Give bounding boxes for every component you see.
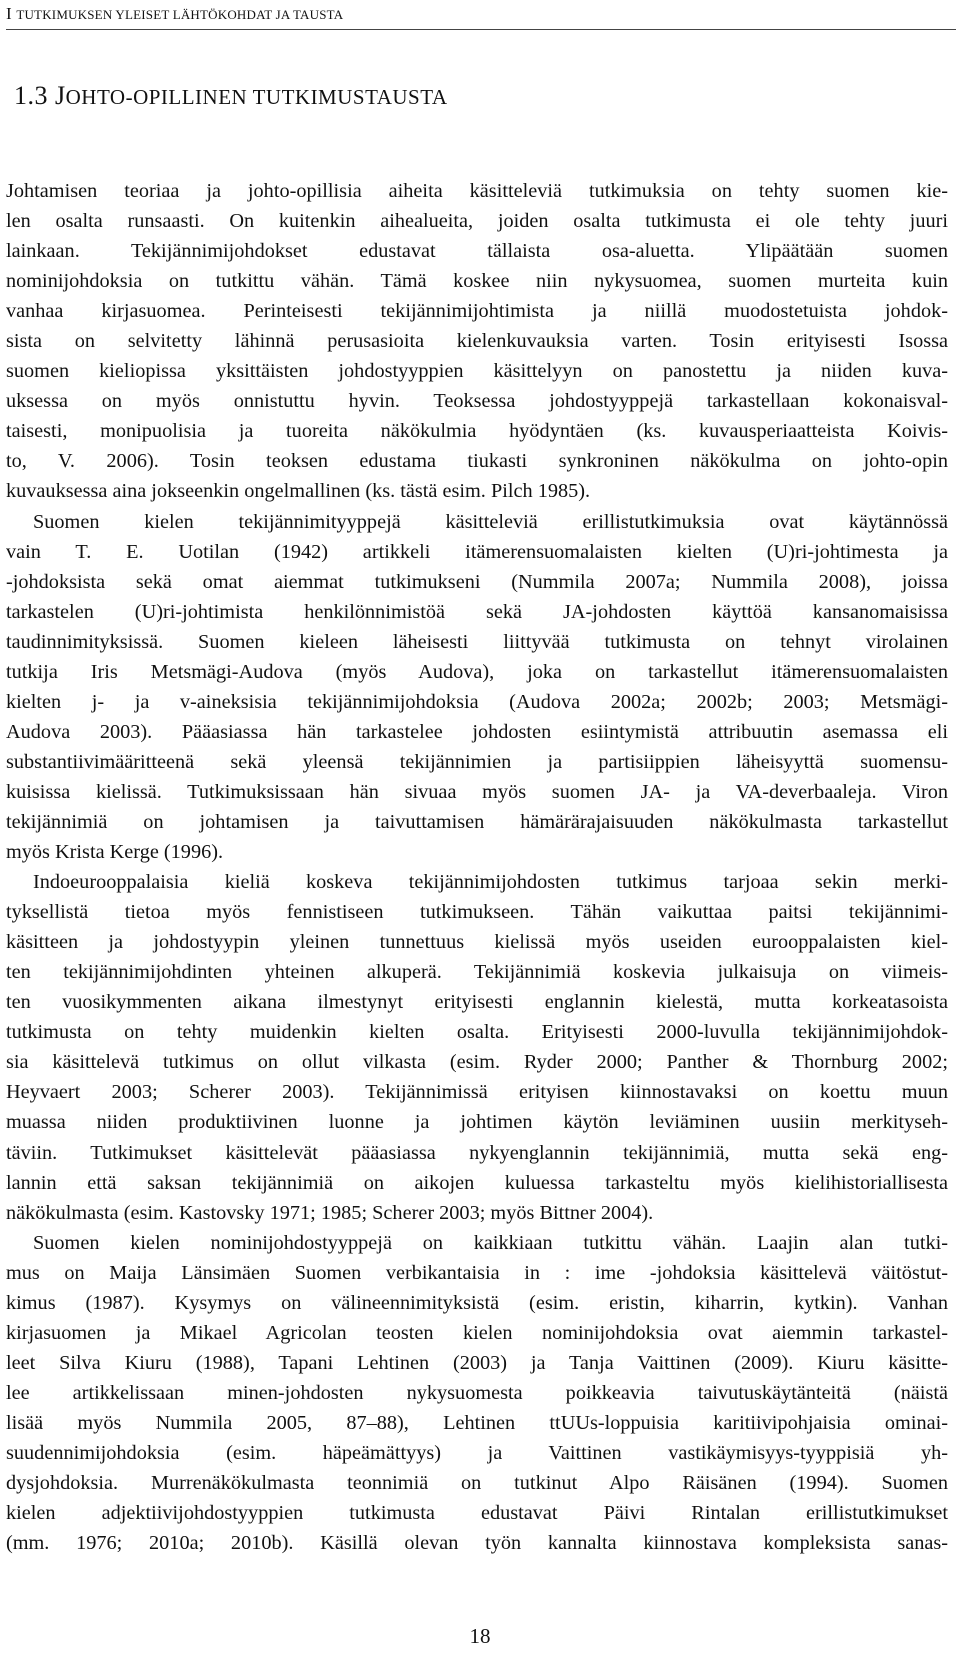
running-header [6,3,343,26]
text-line: ten vuosikymmenten aikana ilmestynyt erityisesti englannin kielestä, mutta korkeatasoista [6,991,948,1014]
text-line: Audova 2003). Pääasiassa hän tarkastelee johdosten esiintymistä attribuutin asemassa eli [6,720,948,743]
text-line: suomen kieliopissa yksittäisten johdostyyppien käsittelyyn on panostettu ja niiden kuva- [6,360,948,383]
text-line: kielen adjektiivijohdostyyppien tutkimusta edustavat Päivi Rintalan erillistutkimukset [6,1502,948,1525]
page-number: 18 [469,1624,491,1648]
text-line: lee artikkelissaan minen-johdosten nykysuomesta poikkeavia taivutuskäytänteitä (näistä [6,1381,948,1404]
text-line: Indoeurooppalaisia kieliä koskeva tekijännimijohdosten tutkimus tarjoaa sekin merki- [33,871,948,894]
text-line: taudinnimityksissä. Suomen kieleen läheisesti liittyvää tutkimusta on tehnyt virolainen [6,630,948,653]
text-line: Johtamisen teoriaa ja johto-opillisia aiheita käsitteleviä tutkimuksia on tehty suomen kie- [6,180,948,202]
text-line: tarkastelen (U)ri-johtimista henkilönnimistöä sekä JA-johdosten käyttöä kansanomaisissa [6,600,948,623]
text-line: len osalta runsaasti. On kuitenkin aihealueita, joiden osalta tutkimusta ei ole tehty juuri [6,210,948,233]
text-line: tutkimusta on tehty muidenkin kielten osalta. Erityisesti 2000-luvulla tekijännimijohdok- [6,1021,948,1044]
text-line: kirjasuomen ja Mikael Agricolan teosten kielen nominijohdoksia ovat aiemmin tarkastel- [6,1321,948,1344]
text-line: kuisissa kielissä. Tutkimuksissaan hän sivuaa myös suomen JA- ja VA-deverbaaleja. Viron [6,780,948,803]
text-line: Suomen kielen nominijohdostyyppejä on kaikkiaan tutkittu vähän. Laajin alan tutki- [33,1231,948,1254]
text-line: kuvauksessa aina jokseenkin ongelmallinen (ks. tästä esim. Pilch 1985). [6,480,591,503]
text-line: (mm. 1976; 2010a; 2010b). Käsillä olevan työn kannalta kiinnostava kompleksista sanas- [6,1532,948,1555]
text-line: myös Krista Kerge (1996). [6,841,224,864]
text-line: lisää myös Nummila 2005, 87–88), Lehtinen ttUUs-loppuisia karitiivipohjaisia ominai- [6,1411,948,1434]
text-line: to, V. 2006). Tosin teoksen edustama tiukasti synkroninen näkökulma on johto-opin [6,450,948,473]
text-line: Suomen kielen tekijännimityyppejä käsitteleviä erillistutkimuksia ovat käytännössä [33,510,948,533]
text-line: nominijohdoksia on tutkittu vähän. Tämä koskee niin nykysuomea, suomen murteita kuin [6,270,948,293]
section-number: 1.3 [14,81,48,110]
text-line: sia käsittelevä tutkimus on ollut vilkasta (esim. Ryder 2000; Panther & Thornburg 2002; [6,1051,948,1074]
section-title-rest: OHTO-OPILLINEN TUTKIMUSTAUSTA [65,85,448,109]
running-header-initial: I [6,4,12,23]
text-line: kielten j- ja v-aineksisia tekijännimijohdoksia (Audova 2002a; 2002b; 2003; Metsmägi- [6,690,948,713]
section-heading [14,80,448,113]
text-line: tutkija Iris Metsmägi-Audova (myös Audova), joka on tarkastellut itämerensuomalaisten [6,660,948,683]
header-rule [6,29,956,30]
text-line: substantiivimääritteenä sekä yleensä tekijännimien ja partisiippien läheisyyttä suomensu- [6,750,948,773]
text-line: täviin. Tutkimukset käsittelevät pääasiassa nykyenglannin tekijännimiä, mutta sekä eng- [6,1141,948,1164]
running-header-title: TUTKIMUKSEN YLEISET LÄHTÖKOHDAT JA TAUSTA [16,7,344,22]
text-line: lannin että saksan tekijännimiä on aikojen kuluessa tarkasteltu myös kielihistoriallisesta [6,1171,948,1194]
text-line: tyksellistä tietoa myös fennistiseen tutkimukseen. Tähän vaikuttaa paitsi tekijännimi- [6,901,948,924]
text-line: tekijännimiä on johtamisen ja taivuttamisen hämärärajaisuuden näkökulmasta tarkastellut [6,810,948,833]
text-line: uksessa on myös onnistuttu hyvin. Teoksessa johdostyyppejä tarkastellaan kokonaisval- [6,390,948,413]
text-line: lainkaan. Tekijännimijohdokset edustavat tällaista osa-aluetta. Ylipäätään suomen [6,240,948,263]
text-line: suudennimijohdoksia (esim. häpeämättyys) ja Vaittinen vastikäymisyys-tyyppisiä yh- [6,1441,948,1464]
text-line: kimus (1987). Kysymys on välineennimityksistä (esim. eristin, kiharrin, kytkin). Vanhan [6,1291,948,1314]
text-line: muassa niiden produktiivinen luonne ja johtimen käytön leviäminen uusiin merkityseh- [6,1111,948,1134]
text-line: käsitteen ja johdostyypin yleinen tunnettuus kielissä myös useiden eurooppalaisten kiel- [6,931,948,954]
text-line: Heyvaert 2003; Scherer 2003). Tekijännimissä erityisen kiinnostavaksi on koettu muun [6,1081,948,1104]
text-line: vanhaa kirjasuomea. Perinteisesti tekijännimijohtimista ja niillä muodostetuista johdok- [6,300,948,323]
text-line: dysjohdoksia. Murrenäkökulmasta teonnimiä on tutkinut Alpo Räisänen (1994). Suomen [6,1472,948,1495]
section-title-initial: J [55,81,66,110]
text-line: leet Silva Kiuru (1988), Tapani Lehtinen (2003) ja Tanja Vaittinen (2009). Kiuru käsitte- [6,1351,948,1374]
text-line: ten tekijännimijohdinten yhteinen alkuperä. Tekijännimiä koskevia julkaisuja on viimeis- [6,961,948,984]
text-line: mus on Maija Länsimäen Suomen verbikantaisia in : ime -johdoksia käsittelevä väitöstut- [6,1261,948,1284]
text-line: sista on selvitetty lähinnä perusasioita kielenkuvauksia varten. Tosin erityisesti Isossa [6,330,948,353]
section-title [55,81,448,110]
text-line: -johdoksista sekä omat aiemmat tutkimukseni (Nummila 2007a; Nummila 2008), joissa [6,570,948,593]
text-line: näkökulmasta (esim. Kastovsky 1971; 1985; Scherer 2003; myös Bittner 2004). [6,1201,654,1224]
body-text [6,176,948,1558]
text-line: vain T. E. Uotilan (1942) artikkeli itämerensuomalaisten kielten (U)ri-johtimesta ja [6,540,948,563]
text-line: taisesti, monipuolisia ja tuoreita näkökulmia hyödyntäen (ks. kuvausperiaatteista Koivis- [6,420,948,443]
